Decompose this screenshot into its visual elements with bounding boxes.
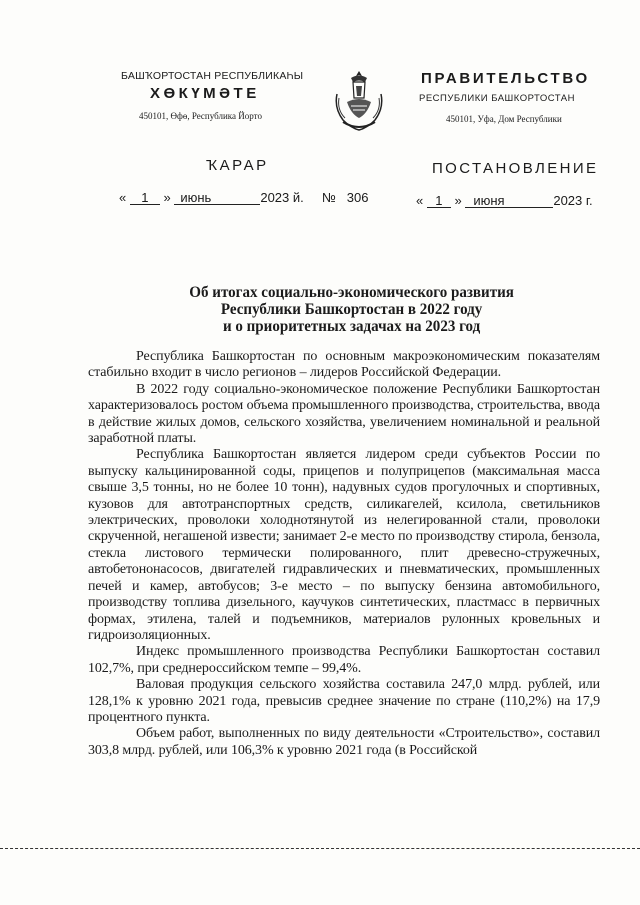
body-paragraph: Объем работ, выполненных по виду деятельности «Строительство», составил 303,8 млрд. рублей, или 106,3% к уровню 2021 года (в Российской — [88, 726, 600, 758]
date-right-year: 2023 г. — [553, 193, 593, 208]
document-body — [88, 349, 600, 759]
left-header-republic: БАШҠОРТОСТАН РЕСПУБЛИКАҺЫ — [121, 70, 304, 82]
number-label: № — [322, 190, 336, 205]
date-left-month: июнь — [174, 191, 260, 205]
right-header-government: ПРАВИТЕЛЬСТВО — [421, 70, 590, 87]
document-number — [322, 190, 369, 205]
body-paragraph: Республика Башкортостан по основным макроэкономическим показателям стабильно входит в число регионов – лидеров Российской Федерации. — [88, 349, 600, 381]
right-header-address: 450101, Уфа, Дом Республики — [446, 114, 562, 124]
doc-type-left: ҠАРАР — [206, 157, 269, 174]
left-header-address: 450101, Өфө, Республика Йорто — [139, 111, 262, 121]
date-left-year: 2023 й. — [260, 190, 304, 205]
title-line: и о приоритетных задачах на 2023 год — [222, 318, 481, 335]
left-header-government: ХӨКҮМӘТЕ — [150, 85, 260, 102]
body-paragraph: В 2022 году социально-экономическое положение Республики Башкортостан характеризовалось ростом объема промышленного производства, строительства, ввода в действие жилых домов, сельского хозяйства, увеличением номинальной и реальной заработной платы. — [88, 381, 600, 447]
document-title — [80, 284, 623, 335]
body-paragraph: Республика Башкортостан является лидером среди субъектов России по выпуску кальцинированной соды, прицепов и полуприцепов (максимальная масса свыше 3,5 тонны, но не более 10 тонн), надувных судов прогулочных и спортивных, кузовов для автотранспортных средств, силикагелей, ксилола, светильников электрических, проволоки холоднотянутой из нелегированной стали, проволоки скрученной, негашеной извести; занимает 2-е место по производству стирола, бензола, стекла листового термически полированного, плит древесно-стружечных, автобетононасосов, двигателей гидравлических и пневматических, промышленных печей и камер, автобусов; 3-е место – по выпуску бензина автомобильного, производству топлива дизельного, каучуков синтетических, пластмасс в первичных формах, этилена, талей и подъемников, материалов рулонных кровельных и гидроизоляционных. — [88, 447, 600, 643]
doc-type-right: ПОСТАНОВЛЕНИЕ — [432, 160, 599, 177]
date-right-month: июня — [465, 194, 553, 208]
date-right-day: 1 — [427, 194, 451, 208]
title-line: Об итогах социально-экономического развития — [189, 284, 514, 301]
body-paragraph: Валовая продукция сельского хозяйства составила 247,0 млрд. рублей, или 128,1% к уровню 2021 года, превысив среднее значение по стране (110,2%) на 17,9 процентного пункта. — [88, 677, 600, 725]
date-left: « 1 » июнь 2023 й. — [119, 190, 304, 205]
number-value: 306 — [346, 190, 369, 205]
right-header-republic: РЕСПУБЛИКИ БАШКОРТОСТАН — [419, 93, 575, 104]
date-right: « 1 » июня 2023 г. — [416, 193, 593, 208]
scan-edge-divider — [0, 848, 640, 849]
coat-of-arms-icon — [329, 68, 389, 134]
title-line: Республики Башкортостан в 2022 году — [220, 301, 483, 318]
date-left-day: 1 — [130, 191, 160, 205]
body-paragraph: Индекс промышленного производства Республики Башкортостан составил 102,7%, при среднероссийском темпе – 99,4%. — [88, 644, 600, 676]
